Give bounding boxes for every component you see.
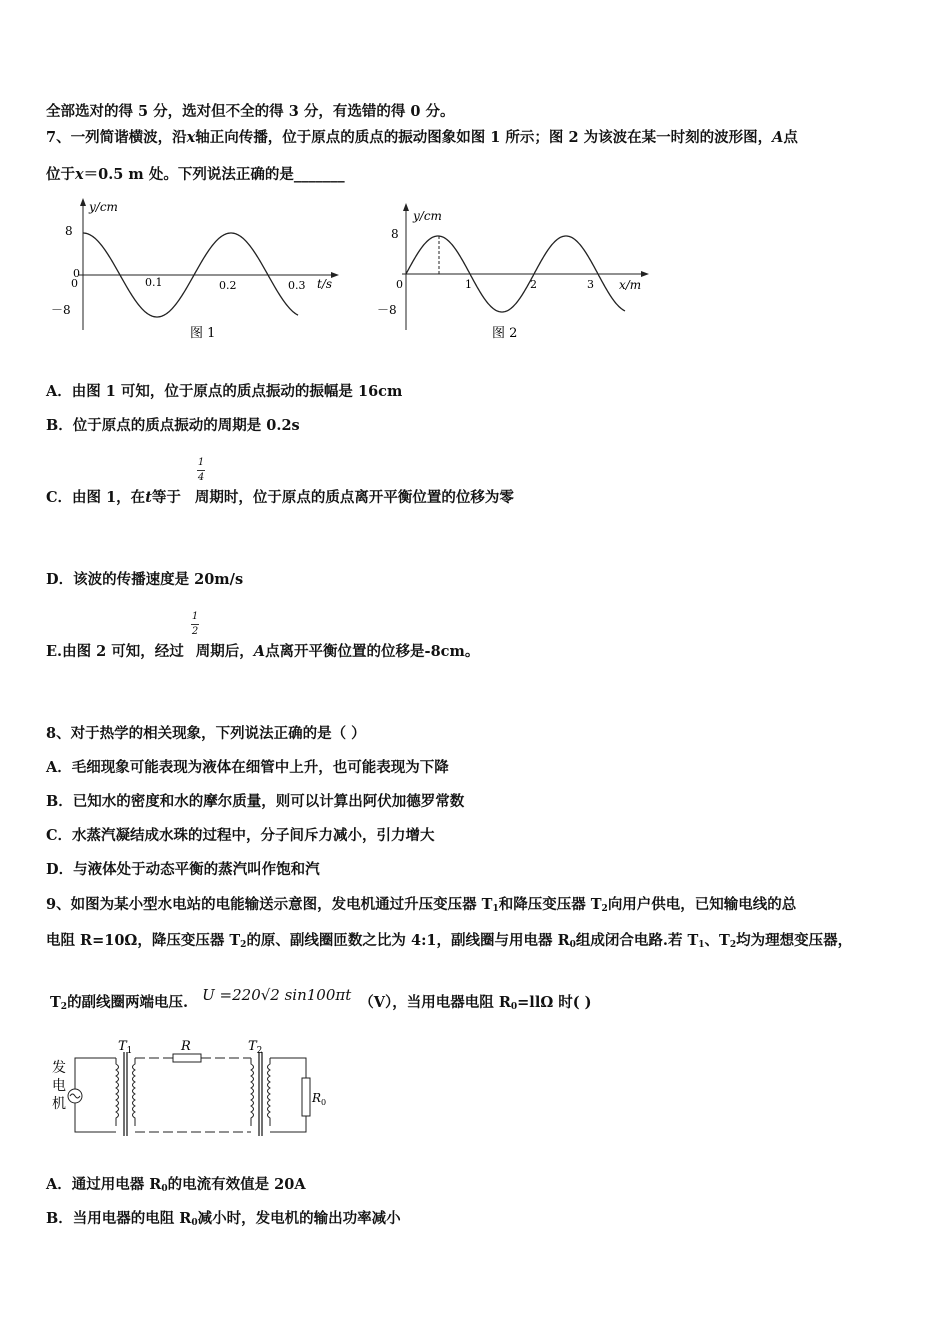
fig2-y-top: 8 xyxy=(391,227,399,241)
fig1-x-axis-label: t/s xyxy=(317,277,333,291)
fig2-tick-3: 3 xyxy=(587,278,594,291)
q7-option-c: C．由图 1，在t等于 周期时，位于原点的质点离开平衡位置的位移为零 xyxy=(46,489,514,506)
q7-option-e-fraction-denominator: 2 xyxy=(191,626,199,637)
generator-label-1: 发 xyxy=(52,1060,66,1076)
generator-label-2: 电 xyxy=(52,1078,66,1094)
fig2-origin: 0 xyxy=(396,278,403,291)
q9-stem-line2: 电阻 R=10Ω，降压变压器 $T_2$的原、副线圈匝数之比为 4:1，副线圈与用电器 $R_0$组成闭合电路.若 $T_1$、$T_2$均为理想变压器， xyxy=(46,932,853,950)
fig1-tick-1: 0.1 xyxy=(145,276,163,289)
fig1-origin-low: 0 xyxy=(71,277,78,290)
q7-option-c-fraction-denominator: 4 xyxy=(197,472,205,483)
q9-option-a: A．通过用电器 $R_0$的电流有效值是 20A xyxy=(46,1176,306,1194)
q7-option-c-fraction-numerator: 1 xyxy=(197,457,205,468)
q9-circuit-diagram xyxy=(48,1038,348,1142)
load-resistor-r0 xyxy=(302,1078,310,1116)
fig2-y-bottom: －8 xyxy=(377,303,397,317)
q7-option-b: B．位于原点的质点振动的周期是 0.2s xyxy=(46,417,300,434)
fig1-y-bottom: －8 xyxy=(51,303,71,317)
fig1-y-axis-label: y/cm xyxy=(89,200,118,214)
q7-option-c-fraction-bar xyxy=(197,470,205,471)
q8-option-a: A．毛细现象可能表现为液体在细管中上升，也可能表现为下降 xyxy=(46,759,449,776)
q7-stem-line2: 位于x＝0.5 m 处。下列说法正确的是_______ xyxy=(46,166,345,183)
q7-option-a: A．由图 1 可知，位于原点的质点振动的振幅是 16cm xyxy=(46,383,403,400)
fig2-x-axis-label: x/m xyxy=(619,278,642,292)
fig2-y-axis-label: y/cm xyxy=(413,209,442,223)
q8-option-b: B．已知水的密度和水的摩尔质量，则可以计算出阿伏加德罗常数 xyxy=(46,793,465,810)
intro-line: 全部选对的得 5 分，选对但不全的得 3 分，有选错的得 0 分。 xyxy=(46,103,455,120)
fig2-caption: 图 2 xyxy=(492,326,518,341)
q9-stem-line3: $T_2$的副线圈两端电压. U =220√2 sin100πt （V），当用电器电阻 $R_0=ll\Omega$ 时( ) xyxy=(50,986,592,1012)
q7-figure-1 xyxy=(45,195,345,345)
fig1-caption: 图 1 xyxy=(190,326,216,341)
r0-label: $R_0$ xyxy=(312,1091,327,1107)
line-resistor-r xyxy=(173,1054,201,1062)
q9-voltage-formula: U =220√2 sin100πt xyxy=(202,986,352,1004)
r-label: R xyxy=(181,1039,191,1054)
q8-stem: 8、对于热学的相关现象，下列说法正确的是（ ） xyxy=(46,725,366,742)
fig2-tick-2: 2 xyxy=(530,278,537,291)
fig1-y-top: 8 xyxy=(65,224,73,238)
fig1-tick-2: 0.2 xyxy=(219,279,237,292)
q9-option-b: B．当用电器的电阻 $R_0$减小时，发电机的输出功率减小 xyxy=(46,1210,401,1228)
q7-figure-2 xyxy=(375,200,655,345)
q8-option-c: C．水蒸汽凝结成水珠的过程中，分子间斥力减小，引力增大 xyxy=(46,827,435,844)
fig2-tick-1: 1 xyxy=(465,278,472,291)
fig1-tick-3: 0.3 xyxy=(288,279,306,292)
t2-label: $T_2$ xyxy=(248,1039,263,1056)
q7-option-e-fraction-numerator: 1 xyxy=(191,611,199,622)
q7-stem-line1: 7、一列简谐横波，沿x轴正向传播，位于原点的质点的振动图象如图 1 所示；图 2 为该波在某一时刻的波形图，A点 xyxy=(46,129,798,146)
generator-label-3: 机 xyxy=(52,1096,66,1112)
t1-label: $T_1$ xyxy=(118,1039,133,1056)
q8-option-d: D．与液体处于动态平衡的蒸汽叫作饱和汽 xyxy=(46,861,320,878)
q7-option-e: E.由图 2 可知，经过 周期后，A点离开平衡位置的位移是-8cm。 xyxy=(46,643,480,660)
q7-option-e-fraction-bar xyxy=(191,624,199,625)
fig1-origin: 0 xyxy=(73,267,80,280)
q9-stem-line1: 9、如图为某小型水电站的电能输送示意图，发电机通过升压变压器 $T_1$和降压变压器 $T_2$向用户供电，已知输电线的总 xyxy=(46,896,797,914)
q7-option-d: D．该波的传播速度是 20m/s xyxy=(46,571,244,588)
